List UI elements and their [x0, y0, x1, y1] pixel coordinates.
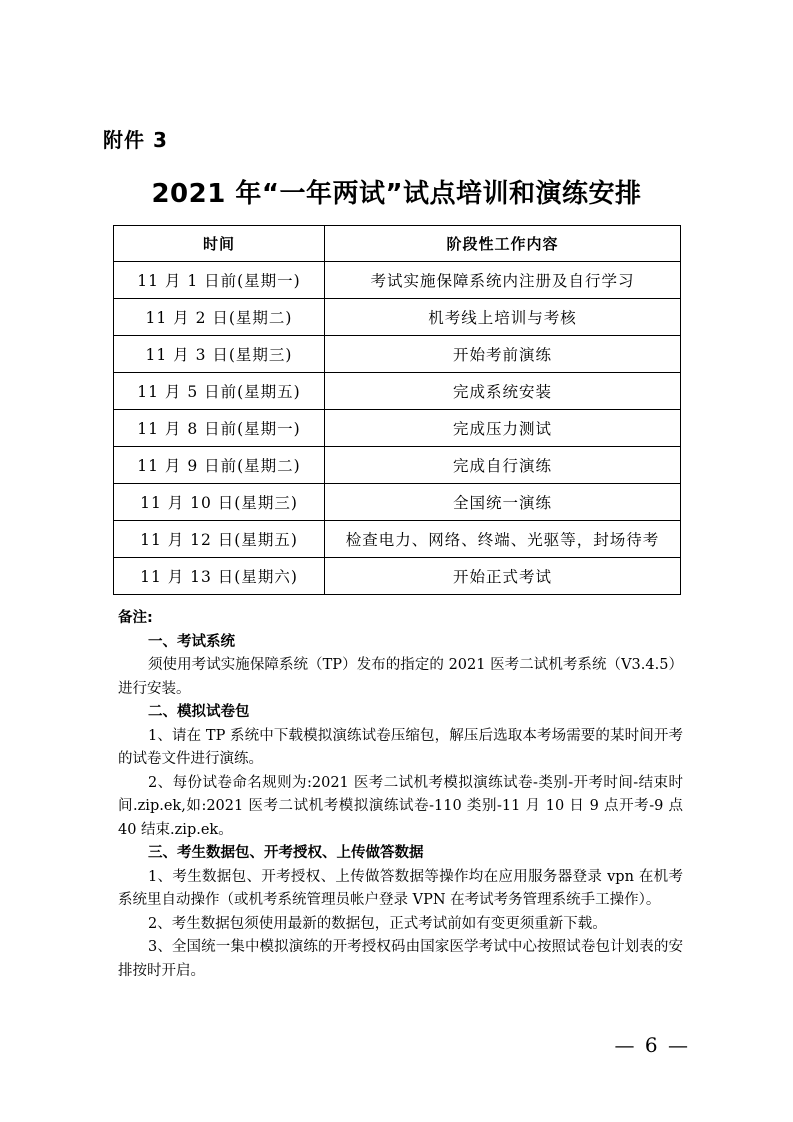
table-row — [114, 447, 681, 484]
cell-time: 11 月 10 日(星期三) — [114, 484, 325, 521]
cell-time: 11 月 5 日前(星期五) — [114, 373, 325, 410]
cell-time: 11 月 9 日前(星期二) — [114, 447, 325, 484]
table-row — [114, 299, 681, 336]
cell-time: 11 月 12 日(星期五) — [114, 521, 325, 558]
table-row — [114, 410, 681, 447]
paragraph: 1、考生数据包、开考授权、上传做答数据等操作均在应用服务器登录 vpn 在机考系统里自动操作（或机考系统管理员帐户登录 VPN 在考试考务管理系统手工操作）。 — [118, 868, 683, 908]
table-row — [114, 521, 681, 558]
cell-content: 完成自行演练 — [325, 447, 681, 484]
document-title: 2021 年“一年两试”试点培训和演练安排 — [151, 179, 642, 209]
table-row — [114, 484, 681, 521]
cell-time: 11 月 3 日(星期三) — [114, 336, 325, 373]
section-heading-mock-paper: 二、模拟试卷包 — [148, 704, 250, 720]
cell-content: 完成系统安装 — [325, 373, 681, 410]
section-heading-exam-system: 一、考试系统 — [148, 633, 235, 650]
paragraph: 1、请在 TP 系统中下载模拟演练试卷压缩包，解压后选取本考场需要的某时间开考的试卷文件进行演练。 — [118, 727, 683, 767]
section-heading-candidate-data: 三、考生数据包、开考授权、上传做答数据 — [148, 845, 424, 861]
notes-label: 备注: — [118, 610, 153, 626]
cell-time: 11 月 1 日前(星期一) — [114, 262, 325, 299]
cell-content: 完成压力测试 — [325, 410, 681, 447]
cell-content: 开始考前演练 — [325, 336, 681, 373]
table-row — [114, 262, 681, 299]
notes-section — [118, 607, 683, 983]
paragraph: 2、每份试卷命名规则为:2021 医考二试机考模拟演练试卷-类别-开考时间-结束时间.zip.ek,如:2021 医考二试机考模拟演练试卷-110 类别-11 月 10 日 9 点开考-9 点 40 结束.zip.ek。 — [118, 774, 683, 838]
schedule-table — [113, 225, 681, 595]
cell-content: 开始正式考试 — [325, 558, 681, 595]
cell-content: 全国统一演练 — [325, 484, 681, 521]
paragraph: 2、考生数据包须使用最新的数据包，正式考试前如有变更须重新下载。 — [148, 915, 607, 932]
cell-time: 11 月 2 日(星期二) — [114, 299, 325, 336]
page-number: — 6 — — [614, 1033, 690, 1057]
cell-time: 11 月 8 日前(星期一) — [114, 410, 325, 447]
cell-content: 机考线上培训与考核 — [325, 299, 681, 336]
table-header-row — [114, 226, 681, 262]
column-header-time: 时间 — [114, 226, 325, 262]
column-header-content: 阶段性工作内容 — [325, 226, 681, 262]
cell-content: 考试实施保障系统内注册及自行学习 — [325, 262, 681, 299]
paragraph: 须使用考试实施保障系统（TP）发布的指定的 2021 医考二试机考系统（V3.4.5）进行安装。 — [118, 657, 683, 697]
table-row — [114, 373, 681, 410]
attachment-label: 附件 3 — [103, 128, 168, 152]
cell-time: 11 月 13 日(星期六) — [114, 558, 325, 595]
paragraph: 3、全国统一集中模拟演练的开考授权码由国家医学考试中心按照试卷包计划表的安排按时开启。 — [118, 939, 683, 979]
table-row — [114, 336, 681, 373]
cell-content: 检查电力、网络、终端、光驱等，封场待考 — [325, 521, 681, 558]
table-row — [114, 558, 681, 595]
